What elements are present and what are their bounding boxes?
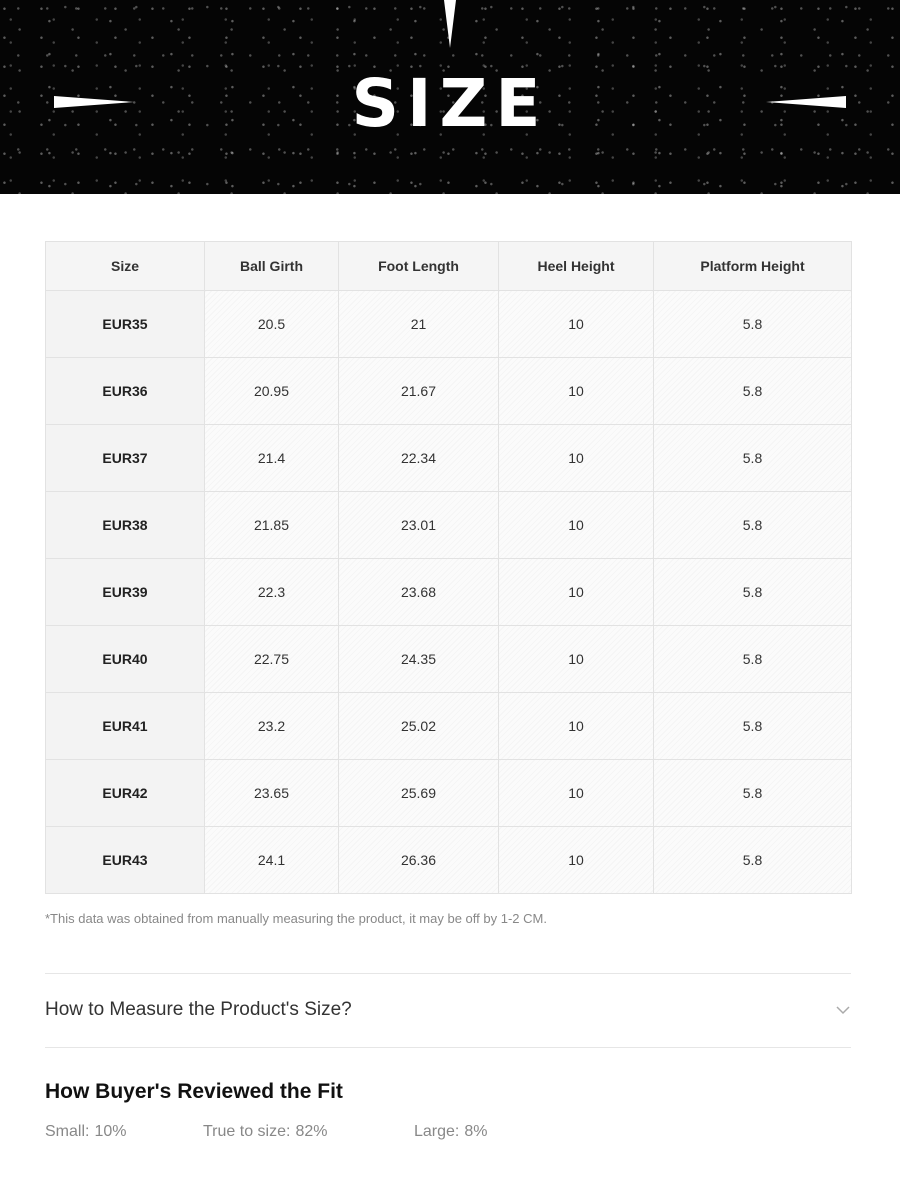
size-cell: EUR36 <box>46 358 205 425</box>
measurement-cell: 5.8 <box>654 626 852 693</box>
measurement-cell: 22.34 <box>339 425 499 492</box>
measure-size-accordion[interactable] <box>45 974 851 1046</box>
measurement-cell: 5.8 <box>654 492 852 559</box>
measurement-cell: 24.1 <box>205 827 339 894</box>
measurement-cell: 21 <box>339 291 499 358</box>
measurement-cell: 26.36 <box>339 827 499 894</box>
measurement-cell: 23.68 <box>339 559 499 626</box>
column-header-heel-height: Heel Height <box>499 242 654 291</box>
banner-title: SIZE <box>351 65 549 142</box>
divider <box>45 1047 851 1048</box>
measurement-cell: 23.01 <box>339 492 499 559</box>
column-header-ball-girth: Ball Girth <box>205 242 339 291</box>
column-header-size: Size <box>46 242 205 291</box>
size-chart-table <box>45 241 852 894</box>
measurement-cell: 22.3 <box>205 559 339 626</box>
fit-stat-large <box>414 1123 488 1141</box>
measurement-cell: 20.5 <box>205 291 339 358</box>
column-header-foot-length: Foot Length <box>339 242 499 291</box>
measurement-cell: 10 <box>499 492 654 559</box>
measurement-cell: 10 <box>499 827 654 894</box>
measurement-cell: 5.8 <box>654 693 852 760</box>
fit-stat-value: 82% <box>295 1123 328 1140</box>
measurement-cell: 10 <box>499 693 654 760</box>
measurement-note: *This data was obtained from manually measuring the product, it may be off by 1-2 CM. <box>45 911 547 926</box>
measurement-cell: 23.65 <box>205 760 339 827</box>
size-cell: EUR35 <box>46 291 205 358</box>
fit-stat-value: 10% <box>94 1123 127 1140</box>
measurement-cell: 21.4 <box>205 425 339 492</box>
measurement-cell: 25.02 <box>339 693 499 760</box>
accordion-label: How to Measure the Product's Size? <box>45 999 352 1020</box>
table-row <box>46 358 852 425</box>
measurement-cell: 23.2 <box>205 693 339 760</box>
size-cell: EUR41 <box>46 693 205 760</box>
fit-stat-small <box>45 1123 203 1141</box>
fit-stat-label: Large: <box>414 1123 460 1140</box>
column-header-platform-height: Platform Height <box>654 242 852 291</box>
measurement-cell: 21.85 <box>205 492 339 559</box>
table-row <box>46 626 852 693</box>
measurement-cell: 24.35 <box>339 626 499 693</box>
table-row <box>46 492 852 559</box>
measurement-cell: 5.8 <box>654 291 852 358</box>
measurement-cell: 21.67 <box>339 358 499 425</box>
measurement-cell: 5.8 <box>654 425 852 492</box>
table-row <box>46 693 852 760</box>
table-row <box>46 291 852 358</box>
measurement-cell: 25.69 <box>339 760 499 827</box>
measurement-cell: 5.8 <box>654 760 852 827</box>
size-cell: EUR37 <box>46 425 205 492</box>
measurement-cell: 5.8 <box>654 559 852 626</box>
fit-stat-value: 8% <box>464 1123 488 1140</box>
chevron-down-icon <box>835 1005 851 1015</box>
measurement-cell: 10 <box>499 358 654 425</box>
table-row <box>46 425 852 492</box>
measurement-cell: 5.8 <box>654 358 852 425</box>
table-body <box>46 291 852 894</box>
measurement-cell: 10 <box>499 425 654 492</box>
table-row <box>46 559 852 626</box>
size-cell: EUR42 <box>46 760 205 827</box>
size-cell: EUR43 <box>46 827 205 894</box>
measurement-cell: 5.8 <box>654 827 852 894</box>
measurement-cell: 10 <box>499 626 654 693</box>
table-header-row <box>46 242 852 291</box>
measurement-cell: 20.95 <box>205 358 339 425</box>
size-cell: EUR40 <box>46 626 205 693</box>
measurement-cell: 10 <box>499 291 654 358</box>
measurement-cell: 22.75 <box>205 626 339 693</box>
spike-decoration-icon <box>444 0 456 48</box>
table-row <box>46 760 852 827</box>
measurement-cell: 10 <box>499 559 654 626</box>
fit-stat-true-to-size <box>203 1123 414 1141</box>
table-row <box>46 827 852 894</box>
fit-review-title: How Buyer's Reviewed the Fit <box>45 1080 343 1103</box>
size-cell: EUR38 <box>46 492 205 559</box>
measurement-cell: 10 <box>499 760 654 827</box>
size-cell: EUR39 <box>46 559 205 626</box>
fit-stat-label: True to size: <box>203 1123 291 1140</box>
size-banner <box>0 0 900 194</box>
fit-review-stats <box>45 1123 488 1141</box>
fit-stat-label: Small: <box>45 1123 90 1140</box>
